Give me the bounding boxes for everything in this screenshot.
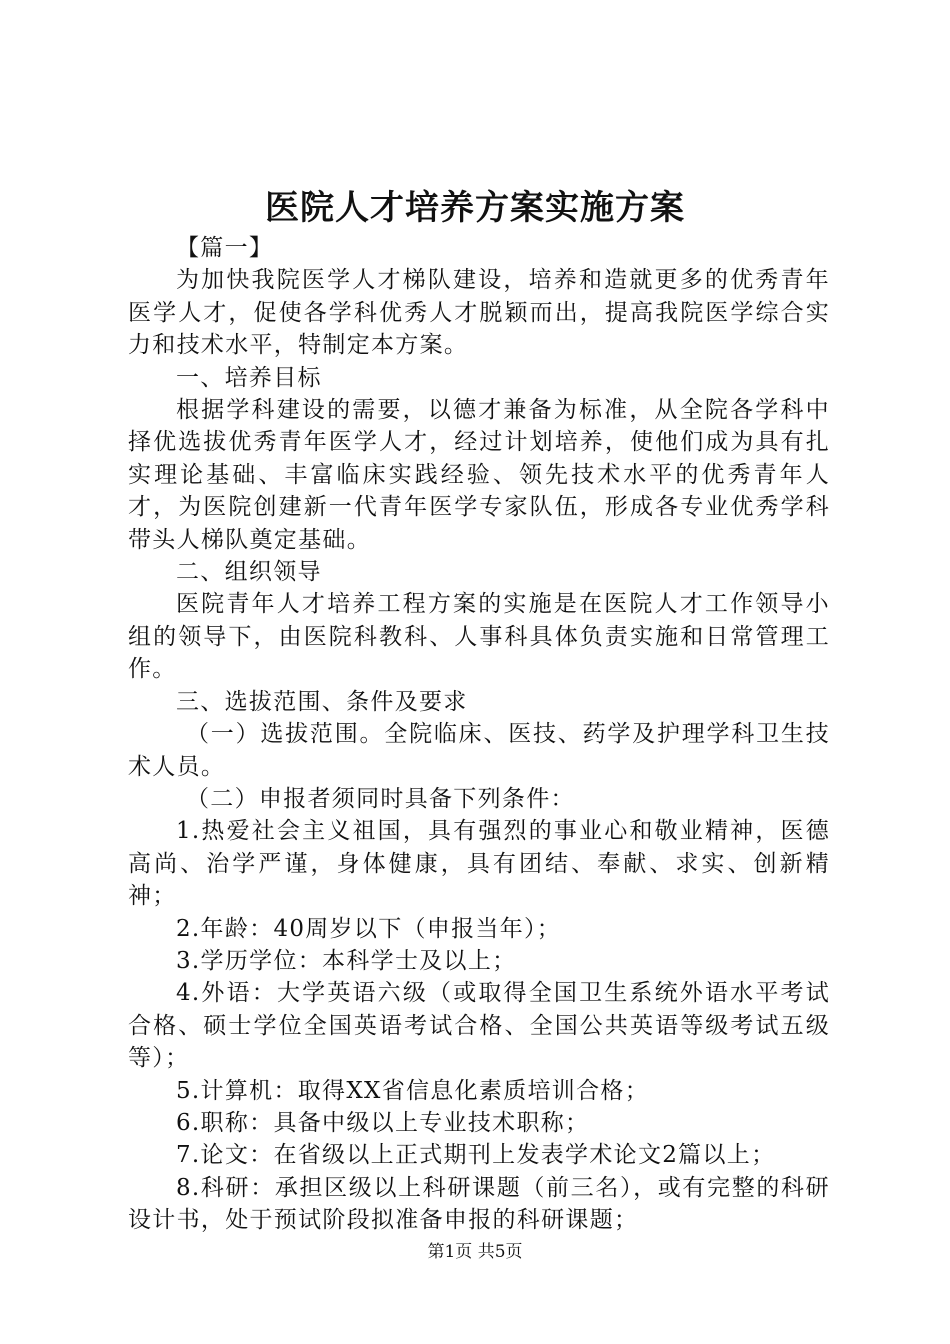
condition-item-7: 7.论文：在省级以上正式期刊上发表学术论文2篇以上； <box>176 1142 776 1169</box>
condition-item-4: 4.外语：大学英语六级（或取得全国卫生系统外语水平考试合格、硕士学位全国英语考试合格、全国公共英语等级考试五级等）； <box>128 980 830 1072</box>
condition-item-2: 2.年龄：40周岁以下（申报当年）； <box>176 915 562 942</box>
paragraph-organization: 医院青年人才培养工程方案的实施是在医院人才工作领导小组的领导下，由医院科教科、人事科具体负责实施和日常管理工作。 <box>128 591 830 683</box>
paragraph-conditions-intro: （二）申报者须同时具备下列条件： <box>186 785 575 812</box>
paragraph-selection-scope: （一）选拔范围。全院临床、医技、药学及护理学科卫生技术人员。 <box>128 721 830 780</box>
condition-item-8: 8.科研：承担区级以上科研课题（前三名），或有完整的科研设计书，处于预试阶段拟准备申报的科研课题； <box>128 1174 830 1234</box>
heading-organization: 二、组织领导 <box>176 559 322 586</box>
paragraph-intro: 为加快我院医学人才梯队建设，培养和造就更多的优秀青年医学人才，促使各学科优秀人才脱颖而出，提高我院医学综合实力和技术水平，特制定本方案。 <box>128 267 830 359</box>
condition-item-5: 5.计算机：取得XX省信息化素质培训合格； <box>176 1077 649 1104</box>
paragraph-training-goal: 根据学科建设的需要，以德才兼备为标准，从全院各学科中择优选拔优秀青年医学人才，经过计划培养，使他们成为具有扎实理论基础、丰富临床实践经验、领先技术水平的优秀青年人才，为医院创建新一代青年医学专家队伍，形成各专业优秀学科带头人梯队奠定基础。 <box>128 397 830 553</box>
heading-training-goal: 一、培养目标 <box>176 364 322 391</box>
heading-selection: 三、选拔范围、条件及要求 <box>176 688 468 715</box>
document-body <box>128 232 830 1237</box>
condition-item-1: 1.热爱社会主义祖国，具有强烈的事业心和敬业精神，医德高尚、治学严谨，身体健康，具有团结、奉献、求实、创新精神； <box>128 818 830 910</box>
condition-item-3: 3.学历学位：本科学士及以上； <box>176 947 517 974</box>
condition-item-6: 6.职称：具备中级以上专业技术职称； <box>176 1109 590 1136</box>
page-footer: 第1页 共5页 <box>427 1242 523 1262</box>
document-title: 医院人才培养方案实施方案 <box>265 188 685 228</box>
paragraph-section-label: 【篇一】 <box>176 235 274 261</box>
